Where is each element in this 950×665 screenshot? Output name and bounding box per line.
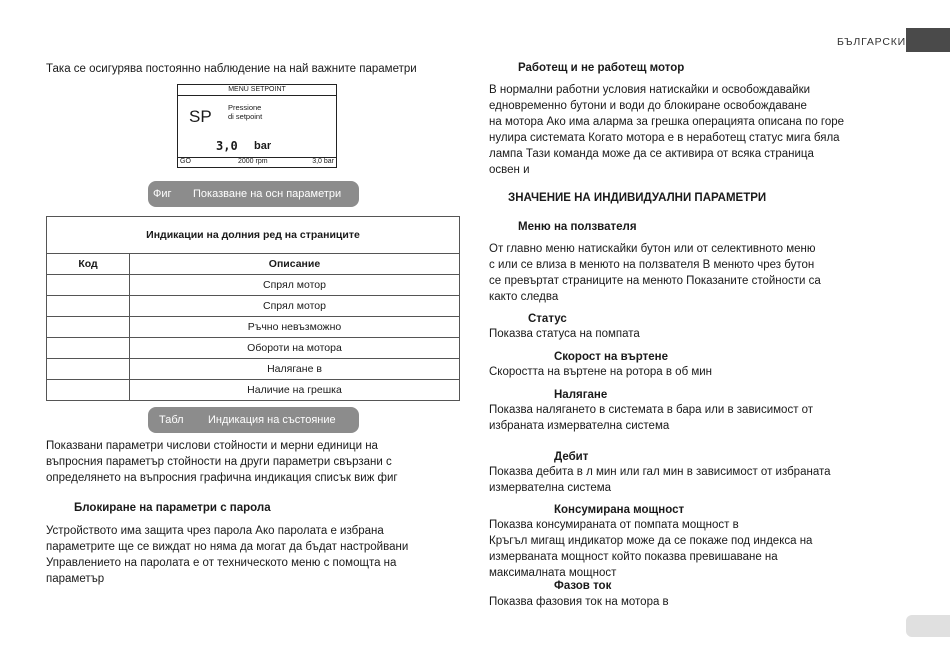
intro-paragraph: Така се осигурява постоянно наблюдение на най важните параметри bbox=[46, 63, 417, 75]
table-row bbox=[47, 296, 460, 317]
display-value: 3,0 bbox=[216, 139, 238, 153]
text-line: измервателна система bbox=[489, 482, 612, 494]
param-desc-status bbox=[489, 326, 909, 342]
table-caption-text: Индикация на състояние bbox=[208, 414, 336, 426]
row-desc: Спрял мотор bbox=[130, 296, 460, 317]
display-figure bbox=[177, 84, 337, 168]
param-title-status: Статус bbox=[528, 313, 567, 325]
text-line: Показвани параметри числови стойности и мерни единици на bbox=[46, 440, 378, 452]
text-line: параметрите ще се виждат но няма да могат да бъдат настройвани bbox=[46, 541, 409, 553]
language-tab-marker bbox=[906, 28, 950, 52]
text-line: Кръгъл мигащ индикатор може да се покаже под индекса на bbox=[489, 535, 813, 547]
row-desc: Обороти на мотора bbox=[130, 338, 460, 359]
row-desc: Наличие на грешка bbox=[130, 380, 460, 401]
param-title-phase-current: Фазов ток bbox=[554, 580, 612, 592]
status-table-header-desc: Описание bbox=[130, 254, 460, 275]
text-line: с или се влиза в менюто на ползвателя В менюто чрез бутон bbox=[489, 259, 815, 271]
display-status-left: GO bbox=[180, 158, 191, 165]
table-row bbox=[47, 338, 460, 359]
text-line: въпросния параметър стойности на други параметри свързани с bbox=[46, 456, 392, 468]
figure-caption bbox=[148, 181, 359, 207]
text-line: Показва фазовия ток на мотора в bbox=[489, 596, 669, 608]
row-desc: Спрял мотор bbox=[130, 275, 460, 296]
table-caption-label: Табл bbox=[159, 414, 184, 426]
text-line: избраната измервателна система bbox=[489, 420, 670, 432]
motor-paragraph bbox=[489, 82, 909, 178]
param-desc-power bbox=[489, 517, 909, 581]
text-line: максималната мощност bbox=[489, 567, 617, 579]
display-menu-title: MENÙ SETPOINT bbox=[228, 86, 286, 93]
motor-heading: Работещ и не работещ мотор bbox=[518, 62, 685, 74]
page-tab-marker bbox=[906, 615, 950, 637]
text-line: От главно меню натискайки бутон или от селективното меню bbox=[489, 243, 816, 255]
display-divider-top bbox=[178, 95, 336, 96]
row-code bbox=[47, 359, 130, 380]
text-line: се превъртат страниците на менюто Показаните стойности са bbox=[489, 275, 821, 287]
row-desc: Ръчно невъзможно bbox=[130, 317, 460, 338]
figure-caption-text: Показване на осн параметри bbox=[193, 188, 342, 200]
text-line: освен и bbox=[489, 164, 530, 176]
text-line: определянето на въпросния графична индикация списък виж фиг bbox=[46, 472, 398, 484]
text-line: нулира системата Когато мотора е в неработещ статус мига бяла bbox=[489, 132, 840, 144]
text-line: на мотора Ако има аларма за грешка операцията описана по горе bbox=[489, 116, 845, 128]
table-row bbox=[47, 380, 460, 401]
text-line: параметър bbox=[46, 573, 105, 585]
status-table-header-code: Код bbox=[47, 254, 130, 275]
text-line: лампа Тази команда може да се активира от всяка страница bbox=[489, 148, 814, 160]
table-row bbox=[47, 359, 460, 380]
table-row bbox=[47, 275, 460, 296]
param-desc-pressure bbox=[489, 402, 909, 434]
user-menu-heading: Меню на ползвателя bbox=[518, 221, 637, 233]
display-param-desc-line1: Pressione bbox=[228, 103, 262, 112]
text-line: Показва дебита в л мин или гал мин в зависимост от избраната bbox=[489, 466, 831, 478]
shown-parameters-paragraph bbox=[46, 438, 466, 486]
status-table bbox=[46, 216, 460, 401]
display-status-mid: 2000 rpm bbox=[238, 158, 268, 165]
text-line: Устройството има защита чрез парола Ако паролата е избрана bbox=[46, 525, 384, 537]
table-row bbox=[47, 317, 460, 338]
table-caption bbox=[148, 407, 359, 433]
text-line: измерваната мощност който показва превишаване на bbox=[489, 551, 778, 563]
parameters-meaning-heading: ЗНАЧЕНИЕ НА ИНДИВИДУАЛНИ ПАРАМЕТРИ bbox=[508, 192, 767, 204]
password-lock-paragraph bbox=[46, 523, 466, 587]
display-unit: bar bbox=[254, 140, 272, 152]
text-line: както следва bbox=[489, 291, 559, 303]
row-code bbox=[47, 296, 130, 317]
row-desc: Налягане в bbox=[130, 359, 460, 380]
password-lock-heading: Блокиране на параметри с парола bbox=[74, 502, 271, 514]
status-table-title: Индикации на долния ред на страниците bbox=[47, 217, 460, 254]
display-status-right: 3,0 bar bbox=[312, 158, 334, 165]
text-line: В нормални работни условия натискайки и освобождавайки bbox=[489, 84, 811, 96]
param-desc-flow bbox=[489, 464, 909, 496]
text-line: Управлението на паролата е от техническото меню с помощта на bbox=[46, 557, 397, 569]
display-param-desc-line2: di setpoint bbox=[228, 112, 263, 121]
figure-caption-label: Фиг bbox=[153, 188, 172, 200]
row-code bbox=[47, 380, 130, 401]
text-line: Показва статуса на помпата bbox=[489, 328, 640, 340]
text-line: Скоростта на въртене на ротора в об мин bbox=[489, 366, 713, 378]
user-menu-paragraph bbox=[489, 241, 909, 305]
display-param-code: SP bbox=[189, 107, 212, 126]
param-title-power: Консумирана мощност bbox=[554, 504, 685, 516]
text-line: едновременно бутони и води до блокиране освобождаване bbox=[489, 100, 807, 112]
param-desc-speed bbox=[489, 364, 909, 380]
text-line: Показва консумираната от помпата мощност в bbox=[489, 519, 739, 531]
row-code bbox=[47, 338, 130, 359]
row-code bbox=[47, 317, 130, 338]
language-label: БЪЛГАРСКИ bbox=[836, 36, 906, 48]
param-desc-phase-current bbox=[489, 594, 909, 610]
param-title-flow: Дебит bbox=[554, 451, 589, 463]
row-code bbox=[47, 275, 130, 296]
param-title-speed: Скорост на въртене bbox=[554, 351, 669, 363]
text-line: Показва налягането в системата в бара или в зависимост от bbox=[489, 404, 814, 416]
param-title-pressure: Налягане bbox=[554, 389, 608, 401]
